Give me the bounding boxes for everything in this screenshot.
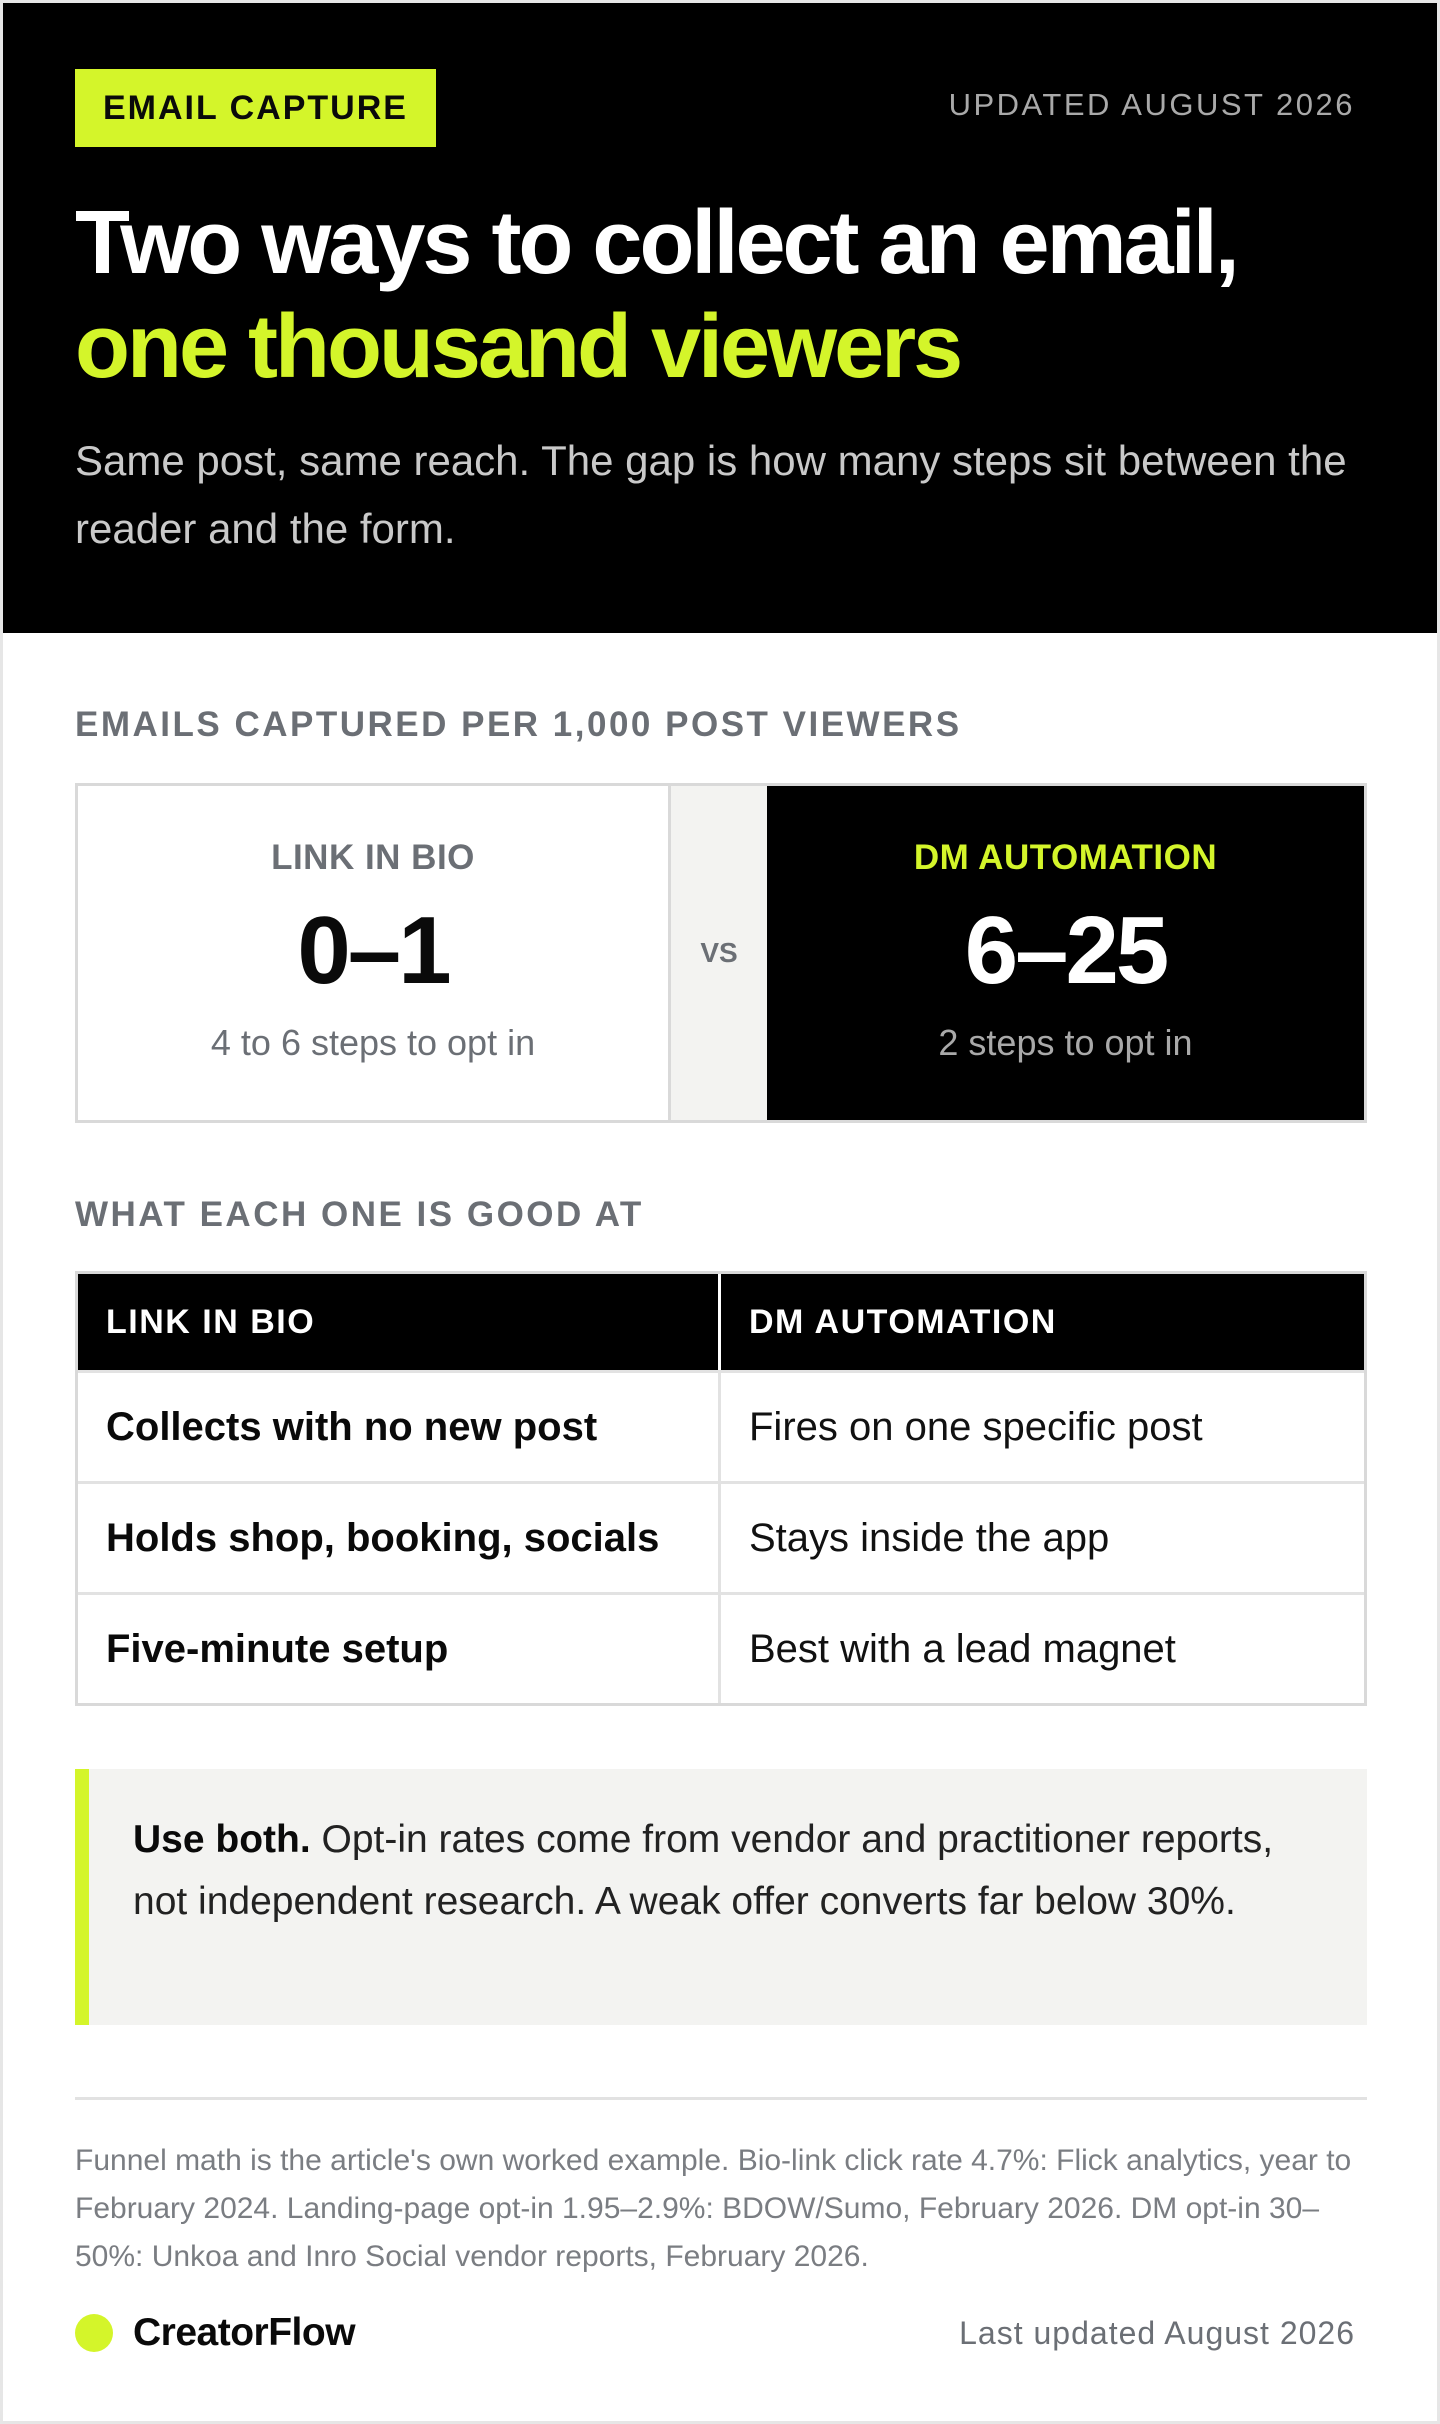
link-in-bio-card bbox=[78, 786, 671, 1120]
title-line-2: one thousand viewers bbox=[75, 297, 961, 397]
updated-date-top: UPDATED AUGUST 2026 bbox=[948, 87, 1355, 122]
brand-logo bbox=[75, 2311, 355, 2355]
table-header-cell: DM AUTOMATION bbox=[749, 1302, 1057, 1341]
table-row bbox=[78, 1481, 1364, 1592]
table-cell: Five-minute setup bbox=[78, 1595, 721, 1703]
versus-divider: VS bbox=[671, 786, 767, 1120]
comparison-section-label: EMAILS CAPTURED PER 1,000 POST VIEWERS bbox=[75, 705, 962, 744]
updated-date-bottom: Last updated August 2026 bbox=[959, 2315, 1355, 2351]
link-in-bio-value: 0–1 bbox=[297, 897, 449, 1004]
comparison-panel bbox=[75, 783, 1367, 1123]
strengths-table bbox=[75, 1271, 1367, 1706]
table-cell: Stays inside the app bbox=[749, 1515, 1110, 1560]
callout-body: Opt-in rates come from vendor and practitioner reports, not independent research. A weak offer converts far below 30%. bbox=[133, 1818, 1274, 1923]
header-banner bbox=[3, 3, 1437, 633]
sources-note: Funnel math is the article's own worked example. Bio-link click rate 4.7%: Flick analytics, year to February 2024. Landing-page opt-in 1.95–2.9%: BDOW/Sumo, February 2026. DM opt-in 30–50%: Unkoa and Inro Social vendor reports, February 2026. bbox=[75, 2144, 1352, 2273]
brand-dot-icon bbox=[75, 2314, 113, 2352]
title-line-1: Two ways to collect an email, bbox=[75, 193, 1237, 293]
table-cell: Collects with no new post bbox=[78, 1373, 721, 1481]
link-in-bio-note: 4 to 6 steps to opt in bbox=[210, 1022, 536, 1063]
page-subtitle: Same post, same reach. The gap is how many steps sit between the reader and the form. bbox=[75, 437, 1347, 552]
page-title bbox=[75, 191, 1365, 399]
table-row bbox=[78, 1370, 1364, 1481]
callout-lead: Use both. bbox=[133, 1818, 311, 1861]
callout-note bbox=[75, 1769, 1367, 2025]
category-tag: EMAIL CAPTURE bbox=[75, 69, 436, 147]
strengths-section-label: WHAT EACH ONE IS GOOD AT bbox=[75, 1195, 644, 1234]
table-cell: Fires on one specific post bbox=[749, 1404, 1203, 1449]
dm-automation-note: 2 steps to opt in bbox=[938, 1022, 1193, 1063]
dm-automation-name: DM AUTOMATION bbox=[913, 838, 1218, 877]
link-in-bio-name: LINK IN BIO bbox=[271, 838, 475, 877]
brand-name: CreatorFlow bbox=[133, 2311, 356, 2354]
table-row bbox=[78, 1592, 1364, 1703]
dm-automation-value: 6–25 bbox=[964, 897, 1167, 1004]
table-cell: Holds shop, booking, socials bbox=[78, 1484, 721, 1592]
table-cell: Best with a lead magnet bbox=[749, 1626, 1176, 1671]
table-header-row bbox=[78, 1274, 1364, 1370]
table-header-cell: LINK IN BIO bbox=[78, 1274, 721, 1370]
dm-automation-card bbox=[767, 786, 1364, 1120]
footer-divider bbox=[75, 2097, 1367, 2100]
